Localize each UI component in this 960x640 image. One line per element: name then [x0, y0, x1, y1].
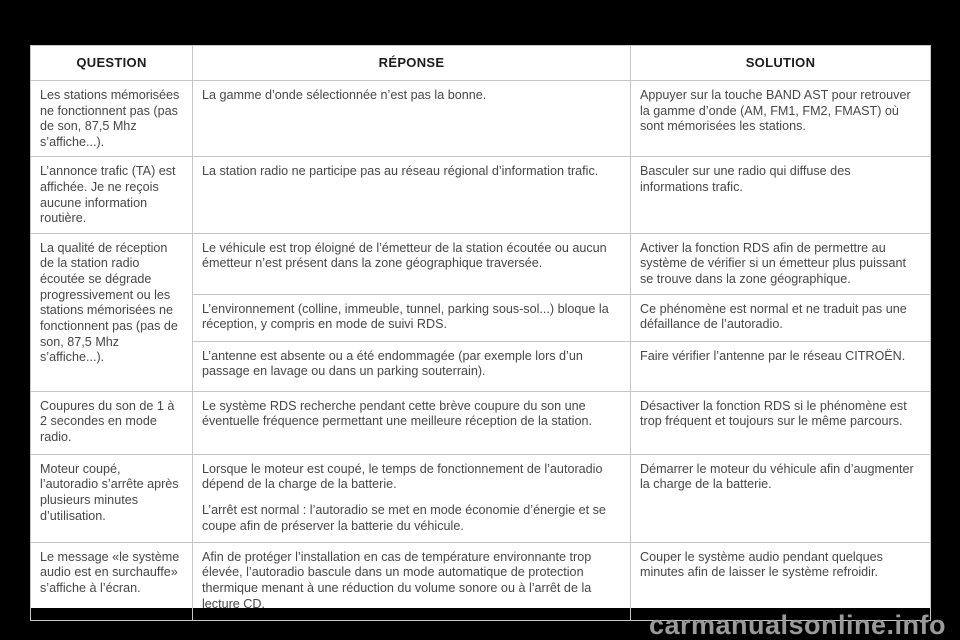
response-paragraph: L’antenne est absente ou a été endommagée (par exemple lors d’un passage en lavage ou dans un parking souterrain).	[202, 348, 583, 379]
response-cell	[193, 391, 631, 454]
solution-cell: Appuyer sur la touche BAND AST pour retrouver la gamme d’onde (AM, FM1, FM2, FMAST) où sont mémorisées les stations.	[631, 81, 931, 157]
column-header-response: RÉPONSE	[193, 46, 631, 81]
question-cell: La qualité de réception de la station radio écoutée se dégrade progressivement ou les stations mémorisées ne fonctionnent pas (pas de son, 87,5 Mhz s’affiche...).	[31, 233, 193, 391]
table-row	[31, 391, 931, 454]
table-row	[31, 454, 931, 542]
question-cell: Moteur coupé, l’autoradio s’arrête après plusieurs minutes d’utilisation.	[31, 454, 193, 542]
response-cell	[193, 81, 631, 157]
response-cell	[193, 294, 631, 341]
page-sheet	[30, 45, 930, 611]
solution-cell: Démarrer le moteur du véhicule afin d’augmenter la charge de la batterie.	[631, 454, 931, 542]
troubleshooting-table	[30, 45, 931, 621]
response-paragraph: La station radio ne participe pas au réseau régional d’information trafic.	[202, 164, 599, 179]
question-cell: Le message «le système audio est en surchauffe» s’affiche à l’écran.	[31, 542, 193, 620]
response-paragraph: Lorsque le moteur est coupé, le temps de fonctionnement de l’autoradio dépend de la charge de la batterie.	[202, 461, 603, 492]
table-header-row	[31, 46, 931, 81]
solution-cell: Ce phénomène est normal et ne traduit pas une défaillance de l’autoradio.	[631, 294, 931, 341]
table-row	[31, 157, 931, 233]
response-cell	[193, 542, 631, 620]
solution-cell: Faire vérifier l’antenne par le réseau CITROËN.	[631, 341, 931, 391]
solution-cell: Basculer sur une radio qui diffuse des informations trafic.	[631, 157, 931, 233]
response-paragraph: Le système RDS recherche pendant cette brève coupure du son une éventuelle fréquence permettant une meilleure réception de la station.	[202, 398, 592, 429]
response-cell	[193, 454, 631, 542]
watermark: carmanualsonline.info	[648, 610, 946, 640]
solution-cell: Couper le système audio pendant quelques minutes afin de laisser le système refroidir.	[631, 542, 931, 620]
question-cell: Les stations mémorisées ne fonctionnent pas (pas de son, 87,5 Mhz s’affiche...).	[31, 81, 193, 157]
table-row	[31, 542, 931, 620]
question-cell: L’annonce trafic (TA) est affichée. Je ne reçois aucune information routière.	[31, 157, 193, 233]
response-paragraph: Afin de protéger l’installation en cas de température environnante trop élevée, l’autoradio bascule dans un mode automatique de protection thermique menant à une réduction du volume sonore ou à l’arrêt de la lecture CD.	[202, 549, 592, 611]
question-cell: Coupures du son de 1 à 2 secondes en mode radio.	[31, 391, 193, 454]
table-row	[31, 233, 931, 294]
solution-cell: Activer la fonction RDS afin de permettre au système de vérifier si un émetteur plus puissant se trouve dans la zone géographique.	[631, 233, 931, 294]
response-paragraph: L’arrêt est normal : l’autoradio se met en mode économie d’énergie et se coupe afin de préserver la batterie du véhicule.	[202, 502, 606, 533]
response-paragraph: La gamme d’onde sélectionnée n’est pas la bonne.	[202, 88, 487, 102]
response-cell	[193, 341, 631, 391]
response-cell	[193, 233, 631, 294]
solution-cell: Désactiver la fonction RDS si le phénomène est trop fréquent et toujours sur le même parcours.	[631, 391, 931, 454]
column-header-question: QUESTION	[31, 46, 193, 81]
table-row	[31, 81, 931, 157]
column-header-solution: SOLUTION	[631, 46, 931, 81]
response-paragraph: L’environnement (colline, immeuble, tunnel, parking sous-sol...) bloque la réception, y compris en mode de suivi RDS.	[202, 301, 609, 332]
response-cell	[193, 157, 631, 233]
response-paragraph: Le véhicule est trop éloigné de l’émetteur de la station écoutée ou aucun émetteur n’est présent dans la zone géographique traversée.	[202, 240, 607, 271]
